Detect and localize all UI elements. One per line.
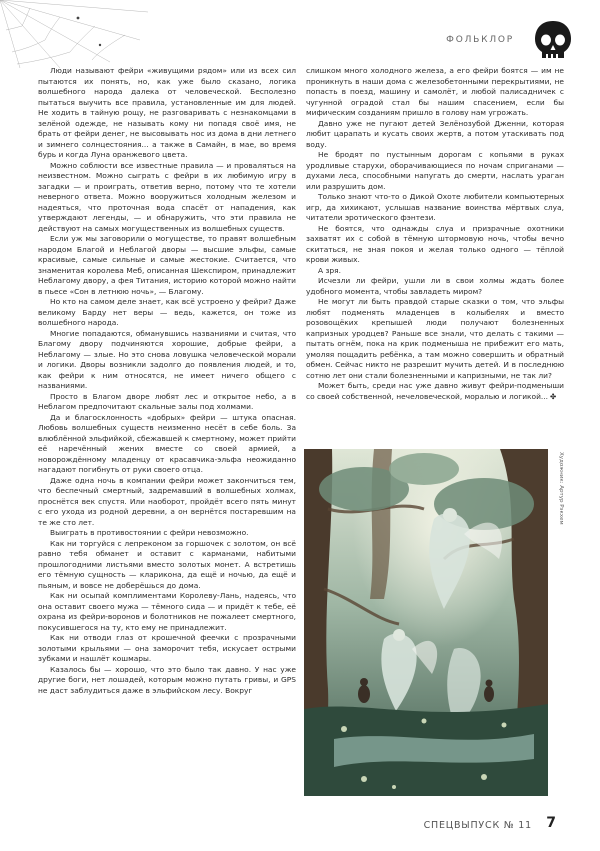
paragraph: Только знают что-то о Дикой Охоте любители компьютерных игр, да хихикают, услышав название воинства мёртвых слуа, читатели эротического фэнтези. [306,192,564,222]
paragraph: Многие попадаются, обманувшись названиями и считая, что Благому двору подчиняются хорошие, добрые фейри, а Неблагому — злые. Но это снова ловушка человеческой морали и логики. Дворы возникли задолго до появления людей, и то, как фейри к ним относятся, не имеет ничего общего с названиями. [38,328,296,390]
paragraph: Исчезли ли фейри, ушли ли в свои холмы ждать более удобного момента, чтобы завладеть миром? [306,276,564,296]
paragraph: Давно уже не пугают детей Зелёнозубой Дженни, которая любит царапать и кусать своих жертв, а потом утаскивать под воду. [306,118,564,149]
fairy-forest-illustration [304,449,548,796]
paragraph: А зря. [318,265,341,275]
paragraph: Как ни осыпай комплиментами Королеву-Лань, надеясь, что она оставит своего мужа — тёмного сида — и придёт к тебе, её охрана из фейри-воронов и болотников не пожалеет смертного, покусившегося на ту, кто ему не принадлежит. [38,591,296,632]
illustration-credit: Художник: Артур Рэкхем [558,452,564,525]
paragraph: Не могут ли быть правдой старые сказки о том, что эльфы любят подменять младенцев в колыбелях и вместо розовощёких крепышей люди получают болезненных капризных уродцев? Раньше все знали, что делать с такими — пытать огнём, пока на крик подменыша не прибежит его мать, умоляя пощадить ребёнка, а там можно совершить и обратный обмен. Сейчас никто не разрешит мучить детей. И в последнюю сотню лет они стали болезненными и капризными, не так ли? [306,297,564,380]
issue-label: СПЕЦВЫПУСК № 11 [423,820,532,831]
paragraph: Казалось бы — хорошо, что это было так давно. У нас уже другие боги, нет лошадей, которым можно путать гривы, и GPS не даст заблудиться даже в эльфийском лесу. Вокруг [38,664,296,695]
paragraph: Как ни торгуйся с лепреконом за горшочек с золотом, он всё равно тебя обманет и оставит с карманами, набитыми прошлогодними листьями вместо золотых монет. А встретишь его тёмную сущность — клариконa, да ещё и ночью, да ещё и пьяным, и вовсе не доберёшься до дома. [38,538,296,590]
spiderweb-decoration [0,0,150,70]
paragraph: Даже одна ночь в компании фейри может закончиться тем, что беспечный смертный, задремавший в волшебных холмах, проснётся век спустя. Или наоборот, пройдёт всего пять минут с его ухода из родной деревни, а он вернётся постаревшим на те же сто лет. [38,475,296,527]
article-column-left [38,66,296,696]
skull-icon [530,18,576,64]
paragraph: Просто в Благом дворе любят лес и открытое небо, а в Неблагом предпочитают скальные залы под холмами. [38,391,296,411]
paragraph: Не бродят по пустынным дорогам с копьями в руках уродливые старухи, оборачивающиеся по ночам сприганами — духами леса, способными напугать до смерти, наслать ураган или разрушить дом. [306,150,564,191]
paragraph-text: Может быть, среди нас уже давно живут фейри-подменыши со своей собственной, нечеловеческой, моралью и логикой... [306,381,564,401]
paragraph: Не боятся, что однажды слуа и призрачные охотники захватят их с собой в тёмную штормовую ночь, чтобы вечно скитаться, не зная покоя и желая только одного — тёплой крови живых. [306,223,564,264]
page-number: 7 [546,815,556,831]
paragraph: Люди называют фейри «живущими рядом» или из всех сил пытаются их понять, но, как уже было сказано, логика волшебного народа далека от человеческой. Бесполезно пытаться выучить все правила, установленные им для людей. Не ходить в тайную рощу, не разговаривать с незнакомцами в зелёной одежде, не называть кому ни попадя своё имя, не брать от фейри денег, не высовывать нос из дома в дни летнего и зимнего солнцестояния... а также в Самайн, в мае, во время бурь и когда Луна оранжевого цвета. [38,66,296,159]
end-mark-icon: ✤ [550,391,557,401]
paragraph [306,381,564,402]
paragraph: Если уж мы заговорили о могуществе, то правят волшебным народом Благой и Неблагой дворы — высшие эльфы, самые красивые, самые сильные и самые жестокие. Считается, что знаменитая королева Меб, описанная Шекспиром, принадлежит Неблагому двору, а фея Титания, историю которой можно найти в пьесе «Сон в летнюю ночь», — Благому. [38,234,296,296]
paragraph: Выиграть в противостоянии с фейри невозможно. [50,528,249,537]
paragraph: Но кто на самом деле знает, как всё устроено у фейри? Даже великому Барду нет веры — ведь, кажется, он тоже из волшебного народа. [38,297,296,327]
paragraph: Как ни отводи глаз от крошечной феечки с прозрачными золотыми крыльями — она заморочит тебя, искусает острыми зубками и нашлёт кошмары. [38,633,296,663]
section-label: ФОЛЬКЛОР [446,35,514,45]
paragraph: Можно соблюсти все известные правила — и проваляться на неизвестном. Можно сыграть с фейри в их любимую игру в загадки — и проиграть, ответив верно, потому что те хотели неверного ответа. Можно вооружиться холодным железом и надеяться, что проточная вода спасёт от нападения, как утверждают легенды, — и обнаружить, что эти правила не действуют на самых могущественных из волшебных существ. [38,160,296,233]
article-column-right [306,66,564,402]
paragraph: Да и благосклонность «добрых» фейри — штука опасная. Любовь волшебных существ неизменно несёт в себе боль. За влюблённой эльфийкой, сбежавшей к смертному, может прийти её наречённый жених вместе со своей армией, а новорождённому младенцу от красавчика-эльфа неожиданно нагадают погибнуть от руки своего отца. [38,412,296,474]
paragraph: слишком много холодного железа, а его фейри боятся — им не проникнуть в наши дома с железобетонными перекрытиями, не попасть в поезд, машину и самолёт, и любой палисадничек с чугунной оградой стал бы нашим спасением, если бы мифическим созданиям пришло в голову нам угрожать. [306,66,564,117]
